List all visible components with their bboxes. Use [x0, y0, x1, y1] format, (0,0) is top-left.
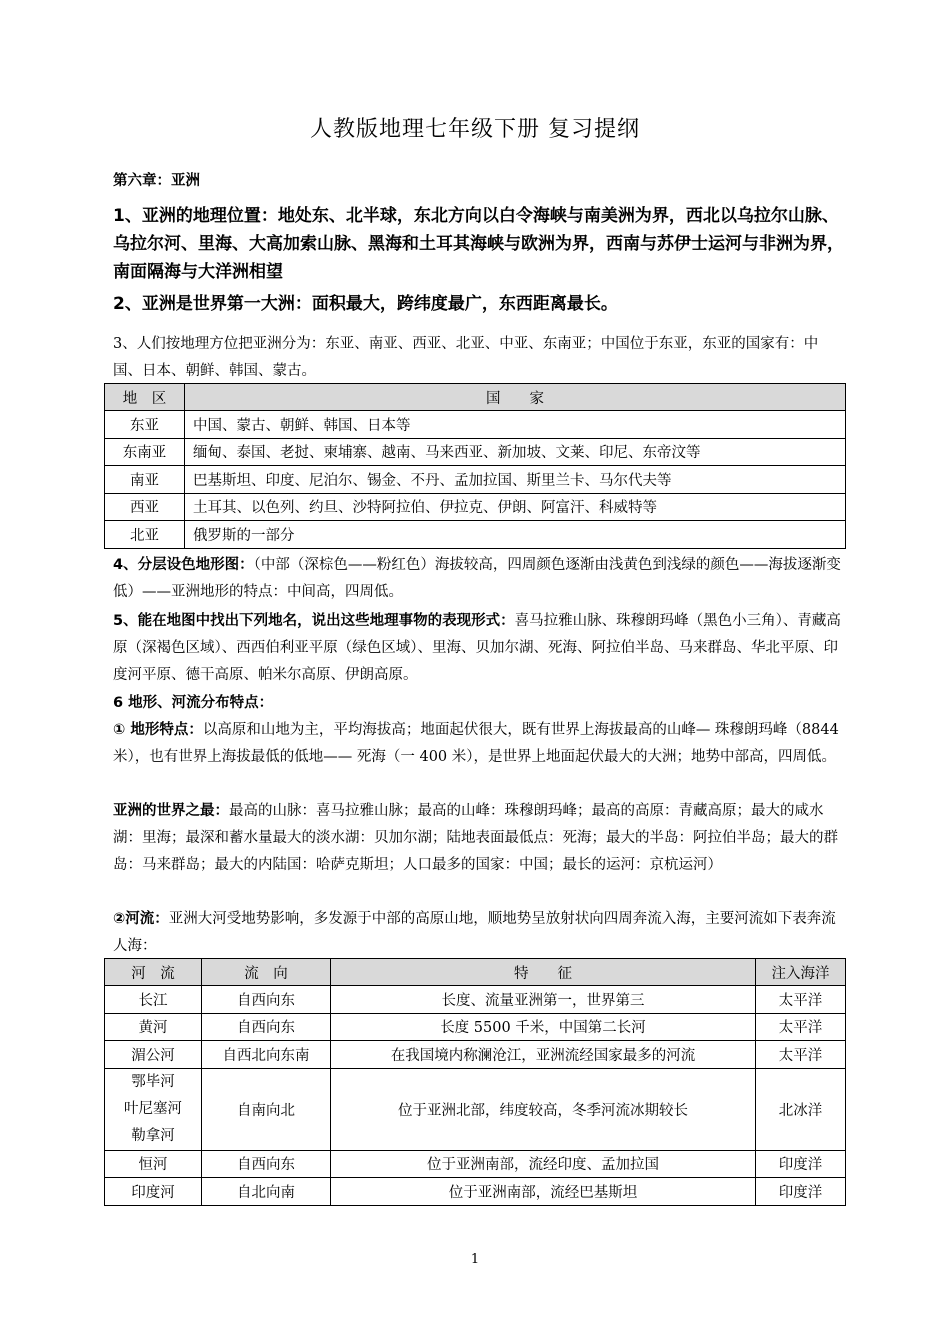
table-header-cell: 国 家 — [185, 384, 846, 411]
table-row — [105, 411, 846, 439]
table-row — [105, 438, 846, 466]
paragraph-8-label: ②河流： — [113, 911, 169, 927]
paragraph-3: 3、人们按地理方位把亚洲分为：东亚、南亚、西亚、北亚、中亚、东南亚；中国位于东亚，东亚的国家有：中国、日本、朝鲜、韩国、蒙古。 — [113, 336, 819, 379]
table-row — [105, 1068, 846, 1150]
flow-direction-cell: 自西向东 — [202, 1150, 331, 1178]
river-name-cell: 黄河 — [105, 1013, 202, 1041]
table-row — [105, 1013, 846, 1041]
region-cell: 北亚 — [105, 521, 185, 549]
flow-direction-cell: 自西向东 — [202, 1013, 331, 1041]
countries-cell: 俄罗斯的一部分 — [185, 521, 846, 549]
paragraph-8-text: 亚洲大河受地势影响，多发源于中部的高原山地，顺地势呈放射状向四周奔流入海，主要河流如下表奔流人海： — [113, 911, 836, 954]
paragraph-4-label: 4、分层设色地形图： — [113, 557, 254, 573]
chapter-heading: 第六章：亚洲 — [113, 173, 200, 189]
paragraph-6-heading: 6 地形、河流分布特点： — [113, 695, 274, 711]
table-row — [105, 1041, 846, 1069]
river-name-cell: 恒河 — [105, 1150, 202, 1178]
paragraph-6a — [113, 717, 843, 771]
feature-cell: 位于亚洲南部，流经巴基斯坦 — [331, 1178, 756, 1206]
flow-direction-cell: 自北向南 — [202, 1178, 331, 1206]
table-header-cell: 注入海洋 — [756, 959, 846, 986]
table-row — [105, 986, 846, 1014]
countries-cell: 中国、蒙古、朝鲜、韩国、日本等 — [185, 411, 846, 439]
rivers-table — [104, 958, 846, 1206]
river-name-cell: 湄公河 — [105, 1041, 202, 1069]
flow-direction-cell: 自西北向东南 — [202, 1041, 331, 1069]
paragraph-4 — [113, 552, 843, 606]
feature-cell: 在我国境内称澜沧江，亚洲流经国家最多的河流 — [331, 1041, 756, 1069]
paragraph-6a-label: ① 地形特点： — [113, 722, 203, 738]
table-header-row — [105, 384, 846, 411]
countries-cell: 缅甸、泰国、老挝、柬埔寨、越南、马来西亚、新加坡、文莱、印尼、东帝汶等 — [185, 438, 846, 466]
feature-cell: 长度 5500 千米，中国第二长河 — [331, 1013, 756, 1041]
document-title: 人教版地理七年级下册 复习提纲 — [310, 117, 640, 142]
paragraph-7 — [113, 798, 843, 879]
ocean-cell: 太平洋 — [756, 1041, 846, 1069]
flow-direction-cell: 自西向东 — [202, 986, 331, 1014]
table-header-cell: 特 征 — [331, 959, 756, 986]
table-row — [105, 466, 846, 494]
table-header-cell: 河 流 — [105, 959, 202, 986]
river-name-cell: 长江 — [105, 986, 202, 1014]
paragraph-1: 1、亚洲的地理位置：地处东、北半球，东北方向以白令海峡与南美洲为界，西北以乌拉尔山脉、乌拉尔河、里海、大高加索山脉、黑海和土耳其海峡与欧洲为界，西南与苏伊士运河与非洲为界，南面隔海与大洋洲相望 — [113, 206, 844, 282]
paragraph-4-text: （中部（深棕色——粉红色）海拔较高，四周颜色逐渐由浅黄色到浅绿的颜色——海拔逐渐变低）——亚洲地形的特点：中间高，四周低。 — [113, 557, 841, 600]
paragraph-5-text: 喜马拉雅山脉、珠穆朗玛峰（黑色小三角）、青藏高原（深褐色区域）、西西伯利亚平原（绿色区域）、里海、贝加尔湖、死海、阿拉伯半岛、马来群岛、华北平原、印度河平原、德干高原、帕米尔高原、伊朗高原。 — [113, 613, 841, 683]
page-number: 1 — [470, 1252, 480, 1267]
ocean-cell: 北冰洋 — [756, 1068, 846, 1150]
table-row — [105, 493, 846, 521]
region-cell: 南亚 — [105, 466, 185, 494]
table-header-cell: 地 区 — [105, 384, 185, 411]
river-name-cell: 鄂毕河 叶尼塞河 勒拿河 — [105, 1068, 202, 1150]
paragraph-2: 2、亚洲是世界第一大洲：面积最大，跨纬度最广，东西距离最长。 — [113, 294, 618, 314]
paragraph-7-label: 亚洲的世界之最： — [113, 803, 229, 819]
region-cell: 西亚 — [105, 493, 185, 521]
paragraph-8 — [113, 906, 843, 960]
table-row — [105, 521, 846, 549]
table-header-cell: 流 向 — [202, 959, 331, 986]
ocean-cell: 印度洋 — [756, 1150, 846, 1178]
region-cell: 东亚 — [105, 411, 185, 439]
feature-cell: 长度、流量亚洲第一，世界第三 — [331, 986, 756, 1014]
ocean-cell: 太平洋 — [756, 986, 846, 1014]
feature-cell: 位于亚洲北部，纬度较高，冬季河流冰期较长 — [331, 1068, 756, 1150]
regions-table — [104, 383, 846, 549]
table-header-row — [105, 959, 846, 986]
paragraph-7-text: 最高的山脉：喜马拉雅山脉；最高的山峰：珠穆朗玛峰；最高的高原：青藏高原；最大的咸水湖：里海；最深和蓄水量最大的淡水湖：贝加尔湖；陆地表面最低点：死海；最大的半岛：阿拉伯半岛；最大的群岛：马来群岛；最大的内陆国：哈萨克斯坦；人口最多的国家：中国；最长的运河：京杭运河） — [113, 803, 838, 873]
table-row — [105, 1150, 846, 1178]
paragraph-6a-text: 以高原和山地为主，平均海拔高；地面起伏很大，既有世界上海拔最高的山峰— 珠穆朗玛峰（8844 米），也有世界上海拔最低的低地—— 死海（一 400 米），是世界上地面起伏最大的大洲；地势中部高，四周低。 — [113, 722, 839, 765]
countries-cell: 巴基斯坦、印度、尼泊尔、锡金、不丹、孟加拉国、斯里兰卡、马尔代夫等 — [185, 466, 846, 494]
paragraph-5-label: 5、能在地图中找出下列地名，说出这些地理事物的表现形式： — [113, 613, 515, 629]
region-cell: 东南亚 — [105, 438, 185, 466]
ocean-cell: 太平洋 — [756, 1013, 846, 1041]
feature-cell: 位于亚洲南部，流经印度、孟加拉国 — [331, 1150, 756, 1178]
ocean-cell: 印度洋 — [756, 1178, 846, 1206]
river-name-cell: 印度河 — [105, 1178, 202, 1206]
countries-cell: 土耳其、以色列、约旦、沙特阿拉伯、伊拉克、伊朗、阿富汗、科威特等 — [185, 493, 846, 521]
table-row — [105, 1178, 846, 1206]
flow-direction-cell: 自南向北 — [202, 1068, 331, 1150]
paragraph-5 — [113, 608, 843, 689]
